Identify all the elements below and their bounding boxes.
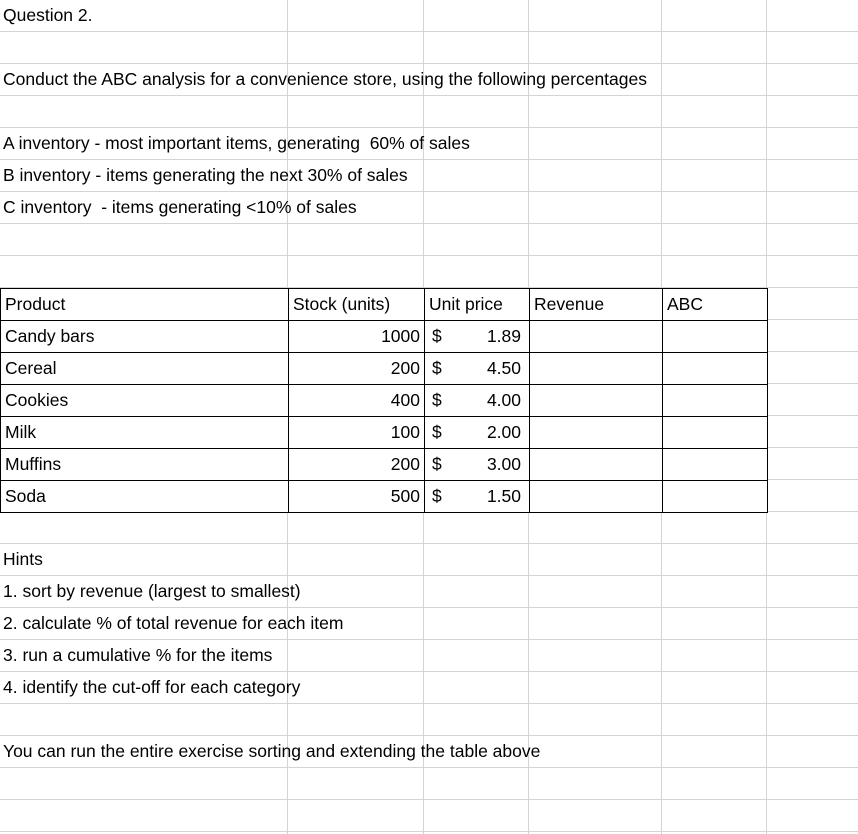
- gridline-horizontal: [0, 95, 858, 96]
- cell-definition-c[interactable]: C inventory - items generating <10% of sales: [3, 197, 357, 217]
- cell-unit-price[interactable]: $ 4.00: [425, 385, 530, 417]
- cell-abc[interactable]: [663, 481, 768, 513]
- currency-symbol: $: [432, 390, 442, 410]
- table-row[interactable]: [1, 385, 768, 417]
- gridline-horizontal: [0, 831, 858, 832]
- cell-revenue[interactable]: [530, 353, 663, 385]
- cell-abc[interactable]: [663, 449, 768, 481]
- cell-revenue[interactable]: [530, 417, 663, 449]
- cell-stock[interactable]: 500: [289, 481, 425, 513]
- cell-definition-a[interactable]: A inventory - most important items, generating 60% of sales: [3, 133, 470, 153]
- cell-revenue[interactable]: [530, 449, 663, 481]
- cell-hint-4[interactable]: 4. identify the cut-off for each category: [3, 677, 301, 697]
- gridline-horizontal: [0, 799, 858, 800]
- cell-product[interactable]: Candy bars: [1, 321, 289, 353]
- cell-product[interactable]: Cereal: [1, 353, 289, 385]
- table-header-row: [1, 289, 768, 321]
- currency-symbol: $: [432, 454, 442, 474]
- table-row[interactable]: [1, 449, 768, 481]
- cell-stock[interactable]: 400: [289, 385, 425, 417]
- cell-stock[interactable]: 100: [289, 417, 425, 449]
- cell-revenue[interactable]: [530, 481, 663, 513]
- currency-symbol: $: [432, 422, 442, 442]
- cell-question-title[interactable]: Question 2.: [3, 5, 93, 25]
- currency-symbol: $: [432, 486, 442, 506]
- cell-abc[interactable]: [663, 321, 768, 353]
- cell-revenue[interactable]: [530, 321, 663, 353]
- abc-analysis-table[interactable]: [0, 288, 768, 513]
- gridline-horizontal: [0, 255, 858, 256]
- cell-unit-price[interactable]: $ 1.50: [425, 481, 530, 513]
- cell-stock[interactable]: 200: [289, 449, 425, 481]
- cell-abc[interactable]: [663, 385, 768, 417]
- cell-abc[interactable]: [663, 417, 768, 449]
- currency-symbol: $: [432, 358, 442, 378]
- cell-definition-b[interactable]: B inventory - items generating the next 30% of sales: [3, 165, 408, 185]
- cell-product[interactable]: Milk: [1, 417, 289, 449]
- cell-prompt[interactable]: Conduct the ABC analysis for a convenience store, using the following percentages: [3, 69, 647, 89]
- column-header-abc[interactable]: ABC: [663, 289, 768, 321]
- cell-unit-price[interactable]: $ 2.00: [425, 417, 530, 449]
- cell-stock[interactable]: 200: [289, 353, 425, 385]
- column-header-unit-price[interactable]: Unit price: [425, 289, 530, 321]
- gridline-horizontal: [0, 767, 858, 768]
- cell-unit-price[interactable]: $ 3.00: [425, 449, 530, 481]
- cell-unit-price[interactable]: $ 4.50: [425, 353, 530, 385]
- cell-hint-2[interactable]: 2. calculate % of total revenue for each item: [3, 613, 344, 633]
- cell-hint-1[interactable]: 1. sort by revenue (largest to smallest): [3, 581, 301, 601]
- cell-abc[interactable]: [663, 353, 768, 385]
- cell-hint-3[interactable]: 3. run a cumulative % for the items: [3, 645, 273, 665]
- gridline-horizontal: [0, 223, 858, 224]
- cell-revenue[interactable]: [530, 385, 663, 417]
- gridline-horizontal: [0, 703, 858, 704]
- cell-product[interactable]: Soda: [1, 481, 289, 513]
- cell-hints-title[interactable]: Hints: [3, 549, 43, 569]
- gridline-horizontal: [0, 31, 858, 32]
- column-header-stock[interactable]: Stock (units): [289, 289, 425, 321]
- cell-unit-price[interactable]: $ 1.89: [425, 321, 530, 353]
- cell-product[interactable]: Muffins: [1, 449, 289, 481]
- table-row[interactable]: [1, 417, 768, 449]
- currency-symbol: $: [432, 326, 442, 346]
- table-row[interactable]: [1, 481, 768, 513]
- column-header-revenue[interactable]: Revenue: [530, 289, 663, 321]
- table-row[interactable]: [1, 353, 768, 385]
- table-row[interactable]: [1, 321, 768, 353]
- cell-product[interactable]: Cookies: [1, 385, 289, 417]
- column-header-product[interactable]: Product: [1, 289, 289, 321]
- cell-stock[interactable]: 1000: [289, 321, 425, 353]
- cell-closing-note[interactable]: You can run the entire exercise sorting and extending the table above: [3, 741, 541, 761]
